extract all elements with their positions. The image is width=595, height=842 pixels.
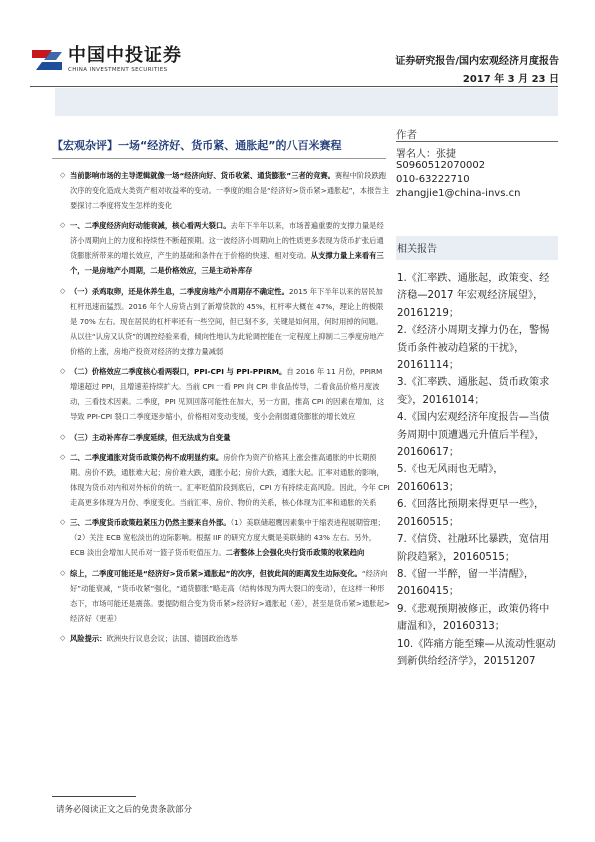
bullet-bold: （二）价格效应二季度核心看两裂口，PPI-CPI 与 PPI-PPIRM。 (70, 367, 287, 377)
related-report-item[interactable]: 4.《国内宏观经济年度报告—当债务周期中顶遭遇元升值后半程》，20160617； (397, 412, 550, 459)
bullet-bold-2: 从支撑力量上来看有三个，一是房地产小周期，二是价格效应，三是主动补库存 (70, 251, 384, 276)
summary-bullet (60, 450, 390, 510)
bullet-bold: 风险提示： (70, 634, 107, 644)
company-logo-icon (30, 48, 64, 72)
bullet-text: 2015 年下半年以来的居民加杠杆迅速而猛烈。2016 年个人房贷占到了新增贷款的 45%，杠杆率大概在 47%，理论上的极限是 70% 左右。现在居民的杠杆率还有一些空间，但已刻不多，关键是如何用，何时用掉的问题。从以往“认房又认贷”的调控经验来看，倾向性地认为此轮调控能在一定程度上抑制二三季度房地产价格的上涨，房地产投资对经济的支撑力量减弱 (70, 286, 385, 356)
bullet-text: 赛程中阶段跌跑次序的变化造成大类资产相对收益率的变动。一季度的组合是“经济好>货币紧>通胀起”，本报告主要探讨二季度将发生怎样的变化 (70, 171, 389, 210)
diamond-bullet-icon: ◇ (60, 568, 66, 577)
diamond-bullet-icon: ◇ (60, 432, 66, 441)
report-date: 2017 年 3 月 23 日 (462, 74, 559, 85)
related-report-item[interactable]: 7.《信贷、社融环比暴跌，宽信用阶段趋紧》，20160515； (397, 534, 550, 563)
summary-bullet (60, 631, 390, 646)
related-reports-list (397, 270, 559, 670)
bullet-text: 欧洲央行议息会议；法国、德国政治选举 (106, 634, 238, 644)
related-report-item[interactable]: 5.《也无风雨也无晴》，20160613； (397, 464, 504, 493)
bullet-bold-2: 二者整体上会强化央行货币政策的收紧趋向 (225, 548, 365, 558)
title-divider (52, 158, 386, 159)
author-phone: 010-63222710 (396, 174, 470, 185)
summary-bullet (60, 284, 390, 359)
header-band (55, 88, 558, 116)
author-divider (396, 141, 558, 142)
author-license: S0960512070002 (396, 160, 486, 171)
company-name-en: CHINA INVESTMENT SECURITIES (68, 67, 168, 73)
summary-bullet (60, 218, 390, 278)
related-report-item[interactable]: 3.《汇率跌、通胀起、货币政策求变》，20161014； (397, 377, 550, 406)
diamond-bullet-icon: ◇ (60, 367, 66, 376)
bullet-bold: 综上，二季度可能还是“经济好>货币紧>通胀起”的次序，但彼此间的距离发生边际变化。 (70, 568, 362, 578)
author-email: zhangjie1@china-invs.cn (396, 188, 521, 199)
diamond-bullet-icon: ◇ (60, 452, 66, 461)
disclaimer-note: 请务必阅读正文之后的免责条款部分 (56, 805, 193, 815)
summary-bullet (60, 566, 390, 626)
summary-bullets (60, 168, 390, 652)
diamond-bullet-icon: ◇ (60, 634, 66, 643)
summary-bullet (60, 364, 390, 424)
summary-bullet (60, 430, 390, 445)
bullet-bold: 二、二季度通胀对货币政策仍构不成明显约束。 (70, 452, 224, 462)
related-report-item[interactable]: 2.《经济小周期支撑力仍在，警惕货币条件被动趋紧的干扰》，20161114； (397, 325, 550, 372)
bullet-text: （1）美联储超鹰因素集中于缩表进程展期管理；（2）关注 ECB 宽松淡出的边际影响。根据 IIF 的研究方度大概是美联储的 43% 左右。另外，ECB 淡出会增加人民币对一篮子货币贬值压力。 (70, 518, 385, 558)
bullet-text: “经济向好”动能衰减，“货币收紧”强化，“通货膨胀”略走高（结构体现为两大裂口的变动），在这样一种形态下，市场可能还是震荡。要提防组合变为货币紧>经济好>通胀起（差），甚至是货币紧>通胀起>经济好（更差） (70, 568, 390, 623)
report-title: 【宏观杂评】一场“经济好、货币紧、通胀起”的八百米赛程 (52, 139, 342, 152)
related-report-item[interactable]: 9.《悲观预期被修正，政策仍将中庸温和》，20160313； (397, 603, 550, 633)
footer-divider (52, 796, 136, 797)
company-name-cn: 中国中投证券 (68, 45, 182, 66)
related-report-item[interactable]: 10.《阵痛方能至臻—从流动性驱动到新供给经济学》，20151207 (397, 638, 556, 667)
bullet-text: 去年下半年以来，市场普遍重要的支撑力量是经济小周期向上的力度和持续性不断超预期。这一波经济小周期向上的性质更多表现为货币扩张后通货膨胀所带来的增长效应，产生的基础和条件在于价格的快速、相对变动。 (70, 221, 384, 261)
report-type: 证券研究报告/国内宏观经济月度报告 (395, 56, 559, 67)
company-logo (30, 46, 182, 74)
related-report-item[interactable]: 6.《回落比预期来得更早一些》，20160515； (397, 499, 545, 528)
bullet-bold: 当前影响市场的主导逻辑就像一场“经济向好、货币收紧、通货膨胀”三者的竞赛。 (70, 171, 335, 180)
diamond-bullet-icon: ◇ (60, 286, 66, 295)
related-report-item[interactable]: 1.《汇率跌、通胀起，政策变、经济稳—2017 年宏观经济展望》，20161219； (397, 273, 550, 319)
bullet-bold: 一、二季度经济向好动能衰减，核心看两大裂口。 (70, 221, 231, 231)
author-heading: 作者 (396, 129, 417, 141)
bullet-text: 自 2016 年 11 月份，PPIRM 增速超过 PPI，且增速差持续扩大。当前 CPI 一看 PPI 向 CPI 非食品传导，二看食品价格月度波动，三看技术因素。二季度，PPI 见顶回落可能性在加大，另一方面，推高 CPI 的因素在增加，这导致 PPI-CPI 裂口二季度逐步缩小，价格相对变动变缓，变小会削弱通货膨胀的增长效应 (70, 367, 385, 422)
author-name: 署名人：张捷 (396, 149, 456, 160)
related-report-item[interactable]: 8.《留一半醉，留一半清醒》，20160415； (397, 568, 535, 598)
related-heading: 相关报告 (397, 244, 437, 255)
diamond-bullet-icon: ◇ (60, 518, 66, 527)
bullet-text: 房价作为资产价格其上涨会推高通胀的中长期预期。房价不跌，通胀难大起；房价难大跌，通胀小起；房价大跌，通胀大起。汇率对通胀的影响，体现为货币对内和对外标价的统一。汇率贬值阶段到底后，CPI 方有持续走高风险。因此，今年 CPI 走高更多体现为月份、季度变化。当前汇率、房价、物价的关系，核心体现为汇率和通胀的关系 (70, 452, 390, 507)
bullet-bold: （一）杀鸡取卵，还是休养生息，二季度房地产小周期存不确定性。 (70, 286, 289, 296)
diamond-bullet-icon: ◇ (60, 221, 66, 230)
diamond-bullet-icon: ◇ (60, 171, 66, 179)
summary-bullet (60, 515, 390, 560)
bullet-bold: 三、二季度货币政策趋紧压力仍然主要来自外部。 (70, 518, 231, 528)
bullet-bold: （三）主动补库存二季度延续，但无法成为自变量 (70, 432, 231, 442)
header-divider (30, 86, 558, 87)
summary-bullet (60, 168, 390, 213)
